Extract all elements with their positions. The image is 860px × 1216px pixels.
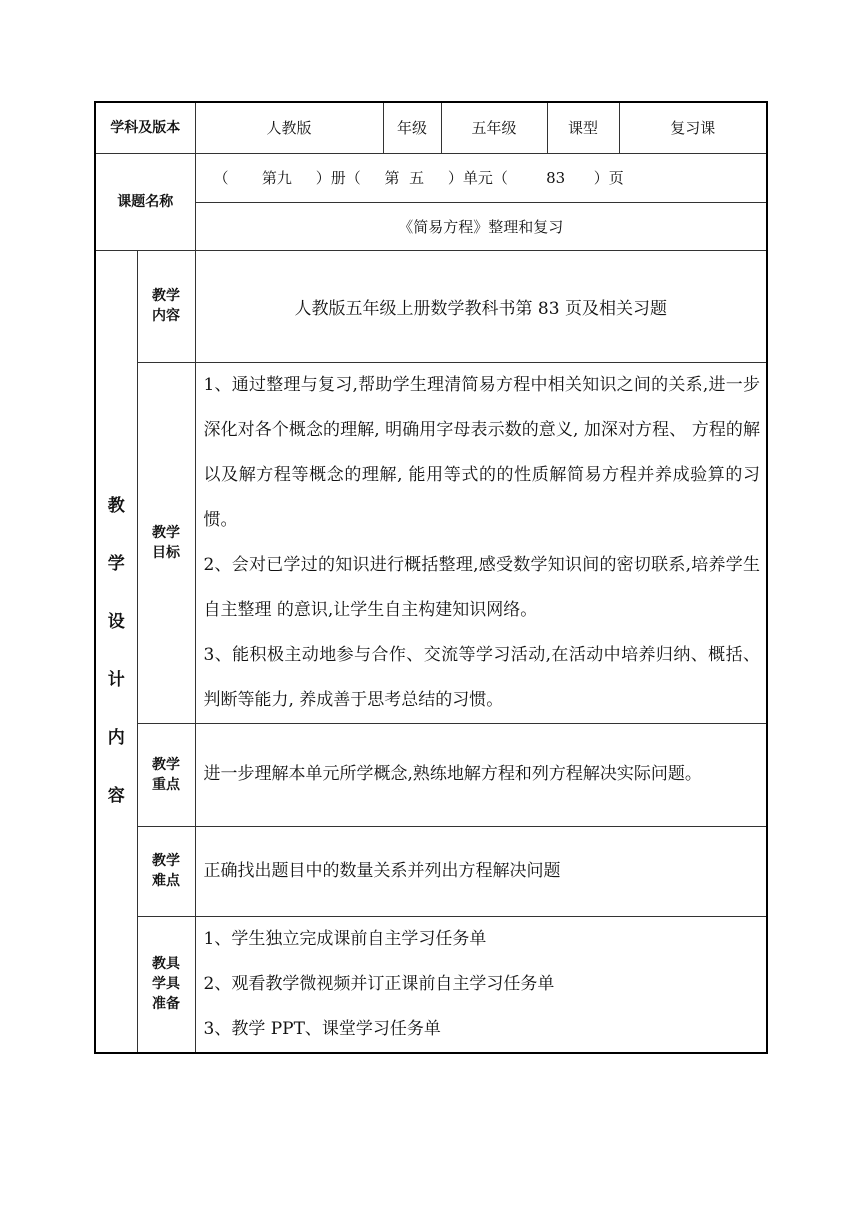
grade-label: 年级 [383,102,441,153]
topic-title: 《简易方程》整理和复习 [195,202,767,250]
design-label-char: 设 [107,612,125,632]
grade-value: 五年级 [441,102,547,153]
material-item: 3、教学 PPT、课堂学习任务单 [203,1018,441,1039]
objective-item: 2、会对已学过的知识进行概括整理,感受数学知识间的密切联系,培养学生自主整理 的意识,让学生自主构建知识网络。 [203,554,760,620]
content-label: 教学内容 [137,250,195,362]
key-points-text: 进一步理解本单元所学概念,熟练地解方程和列方程解决实际问题。 [195,723,767,826]
materials-text [195,916,767,1053]
design-label-char: 学 [107,554,125,574]
design-label-char: 计 [107,670,125,690]
content-text: 人教版五年级上册数学教科书第 83 页及相关习题 [195,250,767,362]
design-label-char: 容 [107,786,125,806]
objective-item: 3、能积极主动地参与合作、交流等学习活动,在活动中培养归纳、概括、判断等能力, 养成善于思考总结的习惯。 [203,644,760,710]
objectives-label: 教学目标 [137,362,195,723]
subject-label: 学科及版本 [95,102,195,153]
lesson-plan-table [94,101,768,1054]
material-item: 2、观看教学微视频并订正课前自主学习任务单 [203,973,555,994]
type-value: 复习课 [619,102,767,153]
design-label-char: 内 [107,728,125,748]
key-points-label: 教学重点 [137,723,195,826]
type-label: 课型 [547,102,619,153]
topic-label: 课题名称 [95,153,195,250]
objective-item: 1、通过整理与复习,帮助学生理清简易方程中相关知识之间的关系,进一步深化对各个概念的理解, 明确用字母表示数的意义, 加深对方程、 方程的解以及解方程等概念的理解, 能用等式的的性质解简易方程并养成验算的习惯。 [203,374,760,530]
material-item: 1、学生独立完成课前自主学习任务单 [203,928,487,949]
edition-value: 人教版 [195,102,383,153]
materials-label: 教具学具准备 [137,916,195,1053]
difficulties-label: 教学难点 [137,826,195,916]
objectives-text [195,362,767,723]
design-label [95,250,137,1053]
difficulties-text: 正确找出题目中的数量关系并列出方程解决问题 [195,826,767,916]
design-label-char: 教 [107,496,125,516]
volume-line: （ 第九 ）册（ 第 五 ）单元（ 83 ）页 [195,153,767,202]
